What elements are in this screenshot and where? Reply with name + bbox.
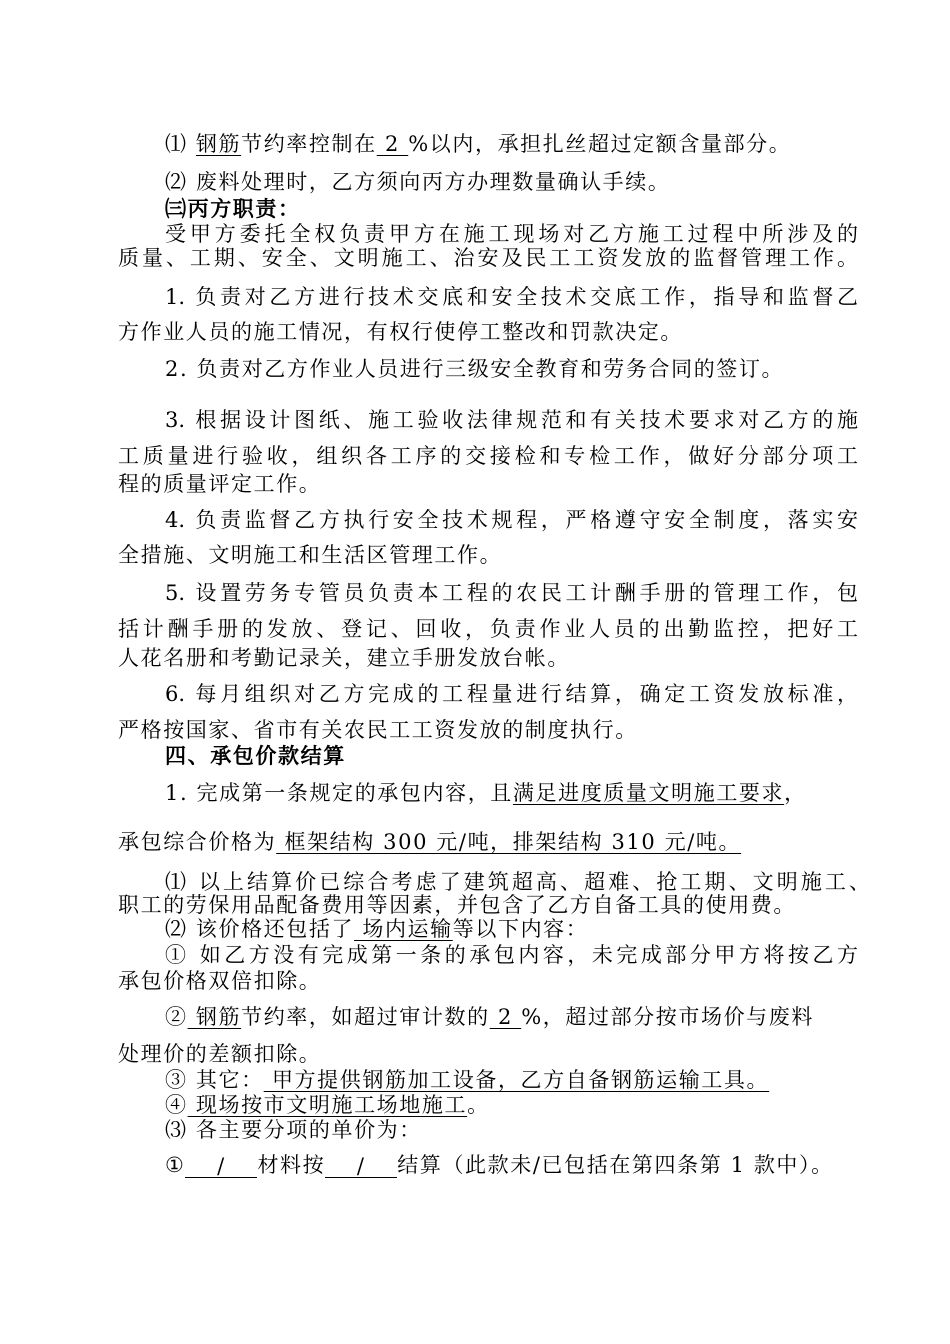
duty-item-3: 3. 根据设计图纸、施工验收法律规范和有关技术要求对乙方的施	[165, 408, 858, 432]
paragraph-line: 括计酬手册的发放、登记、回收，负责作业人员的出勤监控，把好工	[118, 617, 858, 641]
paragraph-line: 承包价格双倍扣除。	[118, 969, 322, 993]
settlement-note-2: ⑵ 该价格还包括了 场内运输等以下内容：	[165, 917, 589, 941]
fill-blank: /	[185, 1153, 257, 1178]
duty-item-2: 2. 负责对乙方作业人员进行三级安全教育和劳务合同的签订。	[165, 357, 785, 381]
settlement-subitem-1: ① 如乙方没有完成第一条的承包内容，未完成部分甲方将按乙方	[165, 943, 858, 967]
duty-item-1: 1. 负责对乙方进行技术交底和安全技术交底工作，指导和监督乙	[165, 285, 858, 309]
paragraph-line: 严格按国家、省市有关农民工工资发放的制度执行。	[118, 718, 638, 742]
paragraph-line: 工质量进行验收，组织各工序的交接检和专检工作，做好分部分项工	[118, 444, 858, 468]
paragraph-line: 处理价的差额扣除。	[118, 1042, 322, 1066]
duty-item-5: 5. 设置劳务专管员负责本工程的农民工计酬手册的管理工作，包	[165, 581, 858, 605]
paragraph-line: 程的质量评定工作。	[118, 472, 322, 496]
settlement-unit-price: 承包综合价格为 框架结构 300 元/吨，排架结构 310 元/吨。	[118, 830, 742, 854]
settlement-note-3: ⑶ 各主要分项的单价为：	[165, 1118, 422, 1142]
fill-blank: /	[325, 1153, 397, 1178]
settlement-unit-price-item: ① / 材料按 / 结算（此款未/已包括在第四条第 1 款中）。	[165, 1153, 834, 1178]
settlement-subitem-3: ③ 其它： 甲方提供钢筋加工设备，乙方自备钢筋运输工具。	[165, 1068, 770, 1092]
paragraph-line: 质量、工期、安全、文明施工、治安及民工工资发放的监督管理工作。	[118, 246, 858, 270]
clause-4-1-rebar-saving-rate: ⑴ 钢筋节约率控制在 2 %以内，承担扎丝超过定额含量部分。	[165, 132, 792, 156]
clause-4-2-scrap-handling: ⑵ 废料处理时，乙方须向丙方办理数量确认手续。	[165, 170, 671, 194]
paragraph-line: 职工的劳保用品配备费用等因素，并包含了乙方自备工具的使用费。	[118, 893, 796, 917]
paragraph-line: 受甲方委托全权负责甲方在施工现场对乙方施工过程中所涉及的	[165, 222, 858, 246]
duty-item-4: 4. 负责监督乙方执行安全技术规程，严格遵守安全制度，落实安	[165, 508, 858, 532]
settlement-subitem-2: ② 钢筋节约率，如超过审计数的 2 %，超过部分按市场价与废料	[165, 1005, 814, 1029]
paragraph-line: 人花名册和考勤记录关，建立手册发放台帐。	[118, 646, 570, 670]
section-heading-party-c-duties: ㈢丙方职责：	[165, 196, 301, 221]
settlement-note-1: ⑴ 以上结算价已综合考虑了建筑超高、超难、抢工期、文明施工、	[165, 870, 870, 894]
paragraph-line: 全措施、文明施工和生活区管理工作。	[118, 543, 503, 567]
settlement-subitem-4: ④ 现场按市文明施工场地施工。	[165, 1093, 490, 1117]
settlement-item-1: 1. 完成第一条规定的承包内容，且满足进度质量文明施工要求，	[165, 781, 807, 805]
duty-item-6: 6. 每月组织对乙方完成的工程量进行结算，确定工资发放标准，	[165, 682, 858, 706]
section-heading-payment-settlement: 四、承包价款结算	[165, 743, 346, 768]
paragraph-line: 方作业人员的施工情况，有权行使停工整改和罚款决定。	[118, 320, 683, 344]
